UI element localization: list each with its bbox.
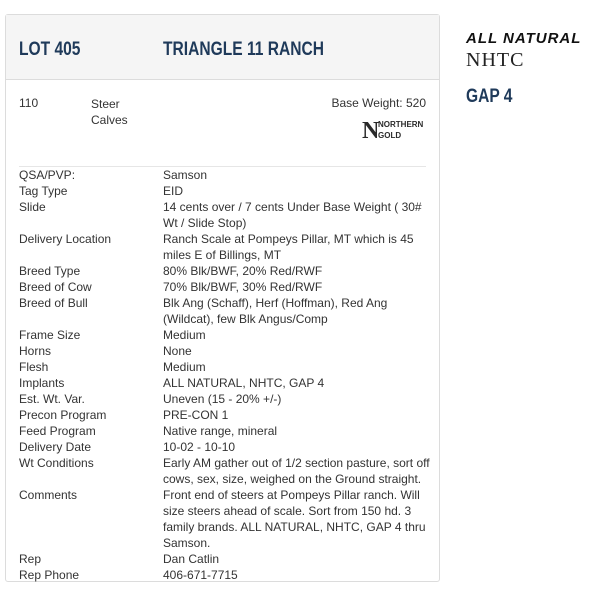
detail-value: Front end of steers at Pompeys Pillar ranch. Will size steers ahead of scale. Sort from 150 hd. 3 family brands. ALL NATURAL, NHTC, GAP 4 thru Samson.	[163, 488, 426, 550]
detail-label: Rep	[19, 552, 42, 566]
head-count: 110	[19, 96, 39, 110]
detail-row	[19, 455, 434, 487]
detail-label: Precon Program	[19, 408, 107, 422]
detail-value: Native range, mineral	[163, 424, 278, 438]
cattle-kind-line1: Steer	[91, 97, 120, 111]
detail-value: Uneven (15 - 20% +/-)	[163, 392, 282, 406]
detail-label: QSA/PVP:	[19, 168, 76, 182]
svg-text:N: N	[362, 118, 380, 142]
northern-gold-logo	[358, 116, 424, 142]
detail-row	[19, 375, 434, 391]
detail-value: 10-02 - 10-10	[163, 440, 236, 454]
ranch-name: TRIANGLE 11 RANCH	[163, 39, 325, 60]
gap-tag: GAP 4	[466, 86, 513, 107]
detail-value: EID	[163, 184, 184, 198]
cattle-kind	[91, 96, 128, 128]
detail-row	[19, 343, 434, 359]
detail-row	[19, 295, 434, 327]
detail-value: 406-671-7715	[163, 568, 238, 582]
detail-row	[19, 167, 434, 183]
lot-card	[5, 14, 440, 582]
detail-label: Feed Program	[19, 424, 96, 438]
detail-label: Rep Phone	[19, 568, 80, 582]
detail-row	[19, 423, 434, 439]
detail-row	[19, 487, 434, 551]
detail-label: Delivery Location	[19, 232, 112, 246]
detail-row	[19, 567, 434, 583]
logo-line1: NORTHERN	[378, 120, 424, 129]
nhtc-tag: NHTC	[466, 49, 525, 71]
lot-header	[6, 15, 439, 80]
detail-label: Breed of Cow	[19, 280, 92, 294]
detail-value: Dan Catlin	[163, 552, 220, 566]
detail-row	[19, 279, 434, 295]
detail-label: Wt Conditions	[19, 456, 94, 470]
detail-value: Blk Ang (Schaff), Herf (Hoffman), Red Ang (Wildcat), few Blk Angus/Comp	[163, 296, 388, 326]
detail-value: 14 cents over / 7 cents Under Base Weight ( 30# Wt / Slide Stop)	[163, 200, 422, 230]
detail-row	[19, 407, 434, 423]
detail-row	[19, 183, 434, 199]
detail-value: PRE-CON 1	[163, 408, 229, 422]
base-weight: Base Weight: 520	[331, 96, 426, 110]
detail-label: Frame Size	[19, 328, 81, 342]
detail-label: Implants	[19, 376, 65, 390]
lot-details	[19, 167, 434, 583]
detail-row	[19, 327, 434, 343]
detail-value: None	[163, 344, 192, 358]
detail-label: Tag Type	[19, 184, 68, 198]
detail-row	[19, 263, 434, 279]
detail-value: Early AM gather out of 1/2 section pasture, sort off cows, sex, size, weighed on the Ground straight.	[163, 456, 430, 486]
detail-value: 80% Blk/BWF, 20% Red/RWF	[163, 264, 323, 278]
detail-value: Samson	[163, 168, 208, 182]
detail-label: Est. Wt. Var.	[19, 392, 85, 406]
detail-label: Breed of Bull	[19, 296, 88, 310]
detail-row	[19, 439, 434, 455]
detail-value: Ranch Scale at Pompeys Pillar, MT which is 45 miles E of Billings, MT	[163, 232, 414, 262]
detail-label: Slide	[19, 200, 46, 214]
lot-number: LOT 405	[19, 39, 81, 60]
detail-row	[19, 551, 434, 567]
detail-value: Medium	[163, 360, 206, 374]
detail-label: Breed Type	[19, 264, 81, 278]
detail-row	[19, 199, 434, 231]
detail-value: Medium	[163, 328, 206, 342]
program-tags	[466, 30, 581, 108]
lot-summary	[19, 80, 426, 167]
detail-label: Comments	[19, 488, 78, 502]
detail-label: Flesh	[19, 360, 49, 374]
detail-value: 70% Blk/BWF, 30% Red/RWF	[163, 280, 323, 294]
detail-label: Delivery Date	[19, 440, 92, 454]
detail-label: Horns	[19, 344, 52, 358]
logo-line2: GOLD	[378, 131, 402, 140]
cattle-kind-line2: Calves	[91, 113, 128, 127]
detail-value: ALL NATURAL, NHTC, GAP 4	[163, 376, 325, 390]
detail-row	[19, 391, 434, 407]
detail-row	[19, 231, 434, 263]
detail-row	[19, 359, 434, 375]
all-natural-tag: ALL NATURAL	[466, 30, 582, 47]
